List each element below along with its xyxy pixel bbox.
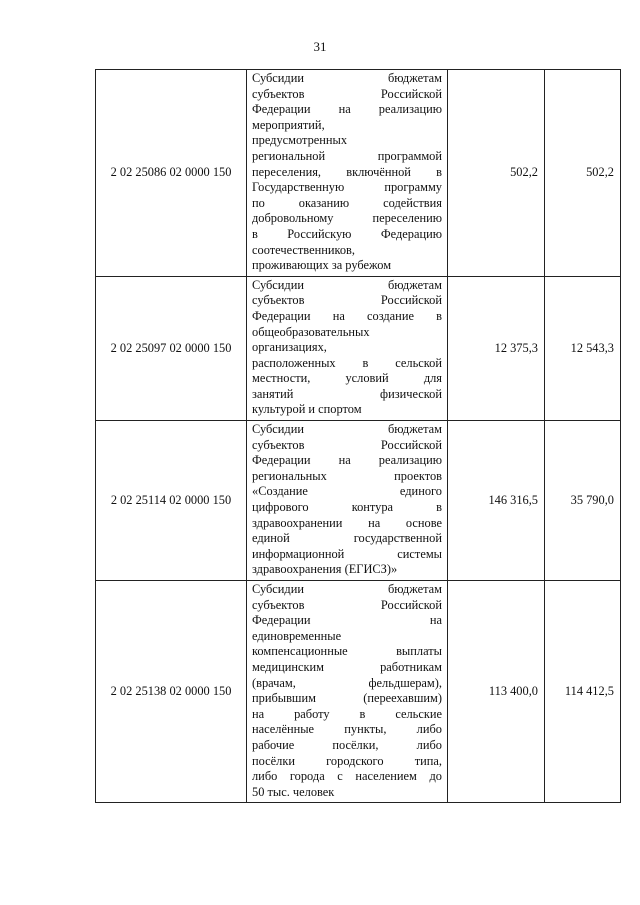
budget-code-cell: 2 02 25138 02 0000 150 [96,581,247,803]
table-row [96,276,621,420]
description-line: единой государственной [252,531,442,546]
budget-table [95,69,621,803]
description-line: проживающих за рубежом [252,258,392,273]
value-2021-cell: 12 543,3 [545,276,621,420]
value-2020-cell: 502,2 [448,70,545,277]
description-cell [247,70,448,277]
value-2021-cell: 114 412,5 [545,581,621,803]
description-line: цифрового контура в [252,500,442,515]
description-line: Федерации на [252,613,442,628]
description-line: в Российскую Федерацию [252,226,442,241]
description-line: прибывшим (переехавшим) [252,691,442,706]
description-cell [247,581,448,803]
description-line: организациях, [252,340,327,355]
description-line: Федерации на реализацию [252,102,442,117]
description-line: рабочие посёлки, либо [252,737,442,752]
description-line: единовременные [252,628,342,643]
description-line: здравоохранении на основе [252,515,442,530]
description-line: предусмотренных [252,133,348,148]
description-line: субъектов Российской [252,597,442,612]
page-number: 31 [313,39,327,54]
description-line: на работу в сельские [252,706,442,721]
description-line: посёлки городского типа, [252,753,442,768]
description-line: Субсидии бюджетам [252,277,442,292]
description-line: Субсидии бюджетам [252,582,442,596]
description-line: региональной программой [252,148,442,163]
description-line: Федерации на реализацию [252,453,442,468]
description-line: Государственную программу [252,180,442,195]
table-row [96,581,621,803]
description-line: соотечественников, [252,242,355,257]
description-line: субъектов Российской [252,437,442,452]
table-row [96,70,621,277]
value-2020-cell: 12 375,3 [448,276,545,420]
value-2020-cell: 113 400,0 [448,581,545,803]
description-line: субъектов Российской [252,293,442,308]
description-line: либо города с населением до [252,769,442,784]
description-line: субъектов Российской [252,86,442,101]
budget-code-cell: 2 02 25086 02 0000 150 [96,70,247,277]
description-line: региональных проектов [252,468,442,483]
description-line: Субсидии бюджетам [252,71,442,85]
description-line: занятий физической [252,386,442,401]
budget-code-cell: 2 02 25097 02 0000 150 [96,276,247,420]
description-line: компенсационные выплаты [252,644,442,659]
description-line: общеобразовательных [252,324,370,339]
description-cell [247,421,448,581]
description-line: 50 тыс. человек [252,784,335,799]
description-line: населённые пункты, либо [252,722,442,737]
description-line: переселения, включённой в [252,164,442,179]
table-row [96,421,621,581]
value-2020-cell: 146 316,5 [448,421,545,581]
value-2021-cell: 502,2 [545,70,621,277]
description-line: здравоохранения (ЕГИСЗ)» [252,562,398,577]
description-line: культурой и спортом [252,402,362,417]
description-line: медицинским работникам [252,659,442,674]
description-line: Субсидии бюджетам [252,422,442,437]
budget-code-cell: 2 02 25114 02 0000 150 [96,421,247,581]
description-line: Федерации на создание в [252,308,442,323]
description-line: расположенных в сельской [252,355,442,370]
description-line: по оказанию содействия [252,195,442,210]
description-line: (врачам, фельдшерам), [252,675,442,690]
value-2021-cell: 35 790,0 [545,421,621,581]
description-line: «Создание единого [252,484,442,499]
description-cell [247,276,448,420]
description-line: добровольному переселению [252,211,442,226]
description-line: местности, условий для [252,371,442,386]
description-line: мероприятий, [252,117,325,132]
description-line: информационной системы [252,546,442,561]
